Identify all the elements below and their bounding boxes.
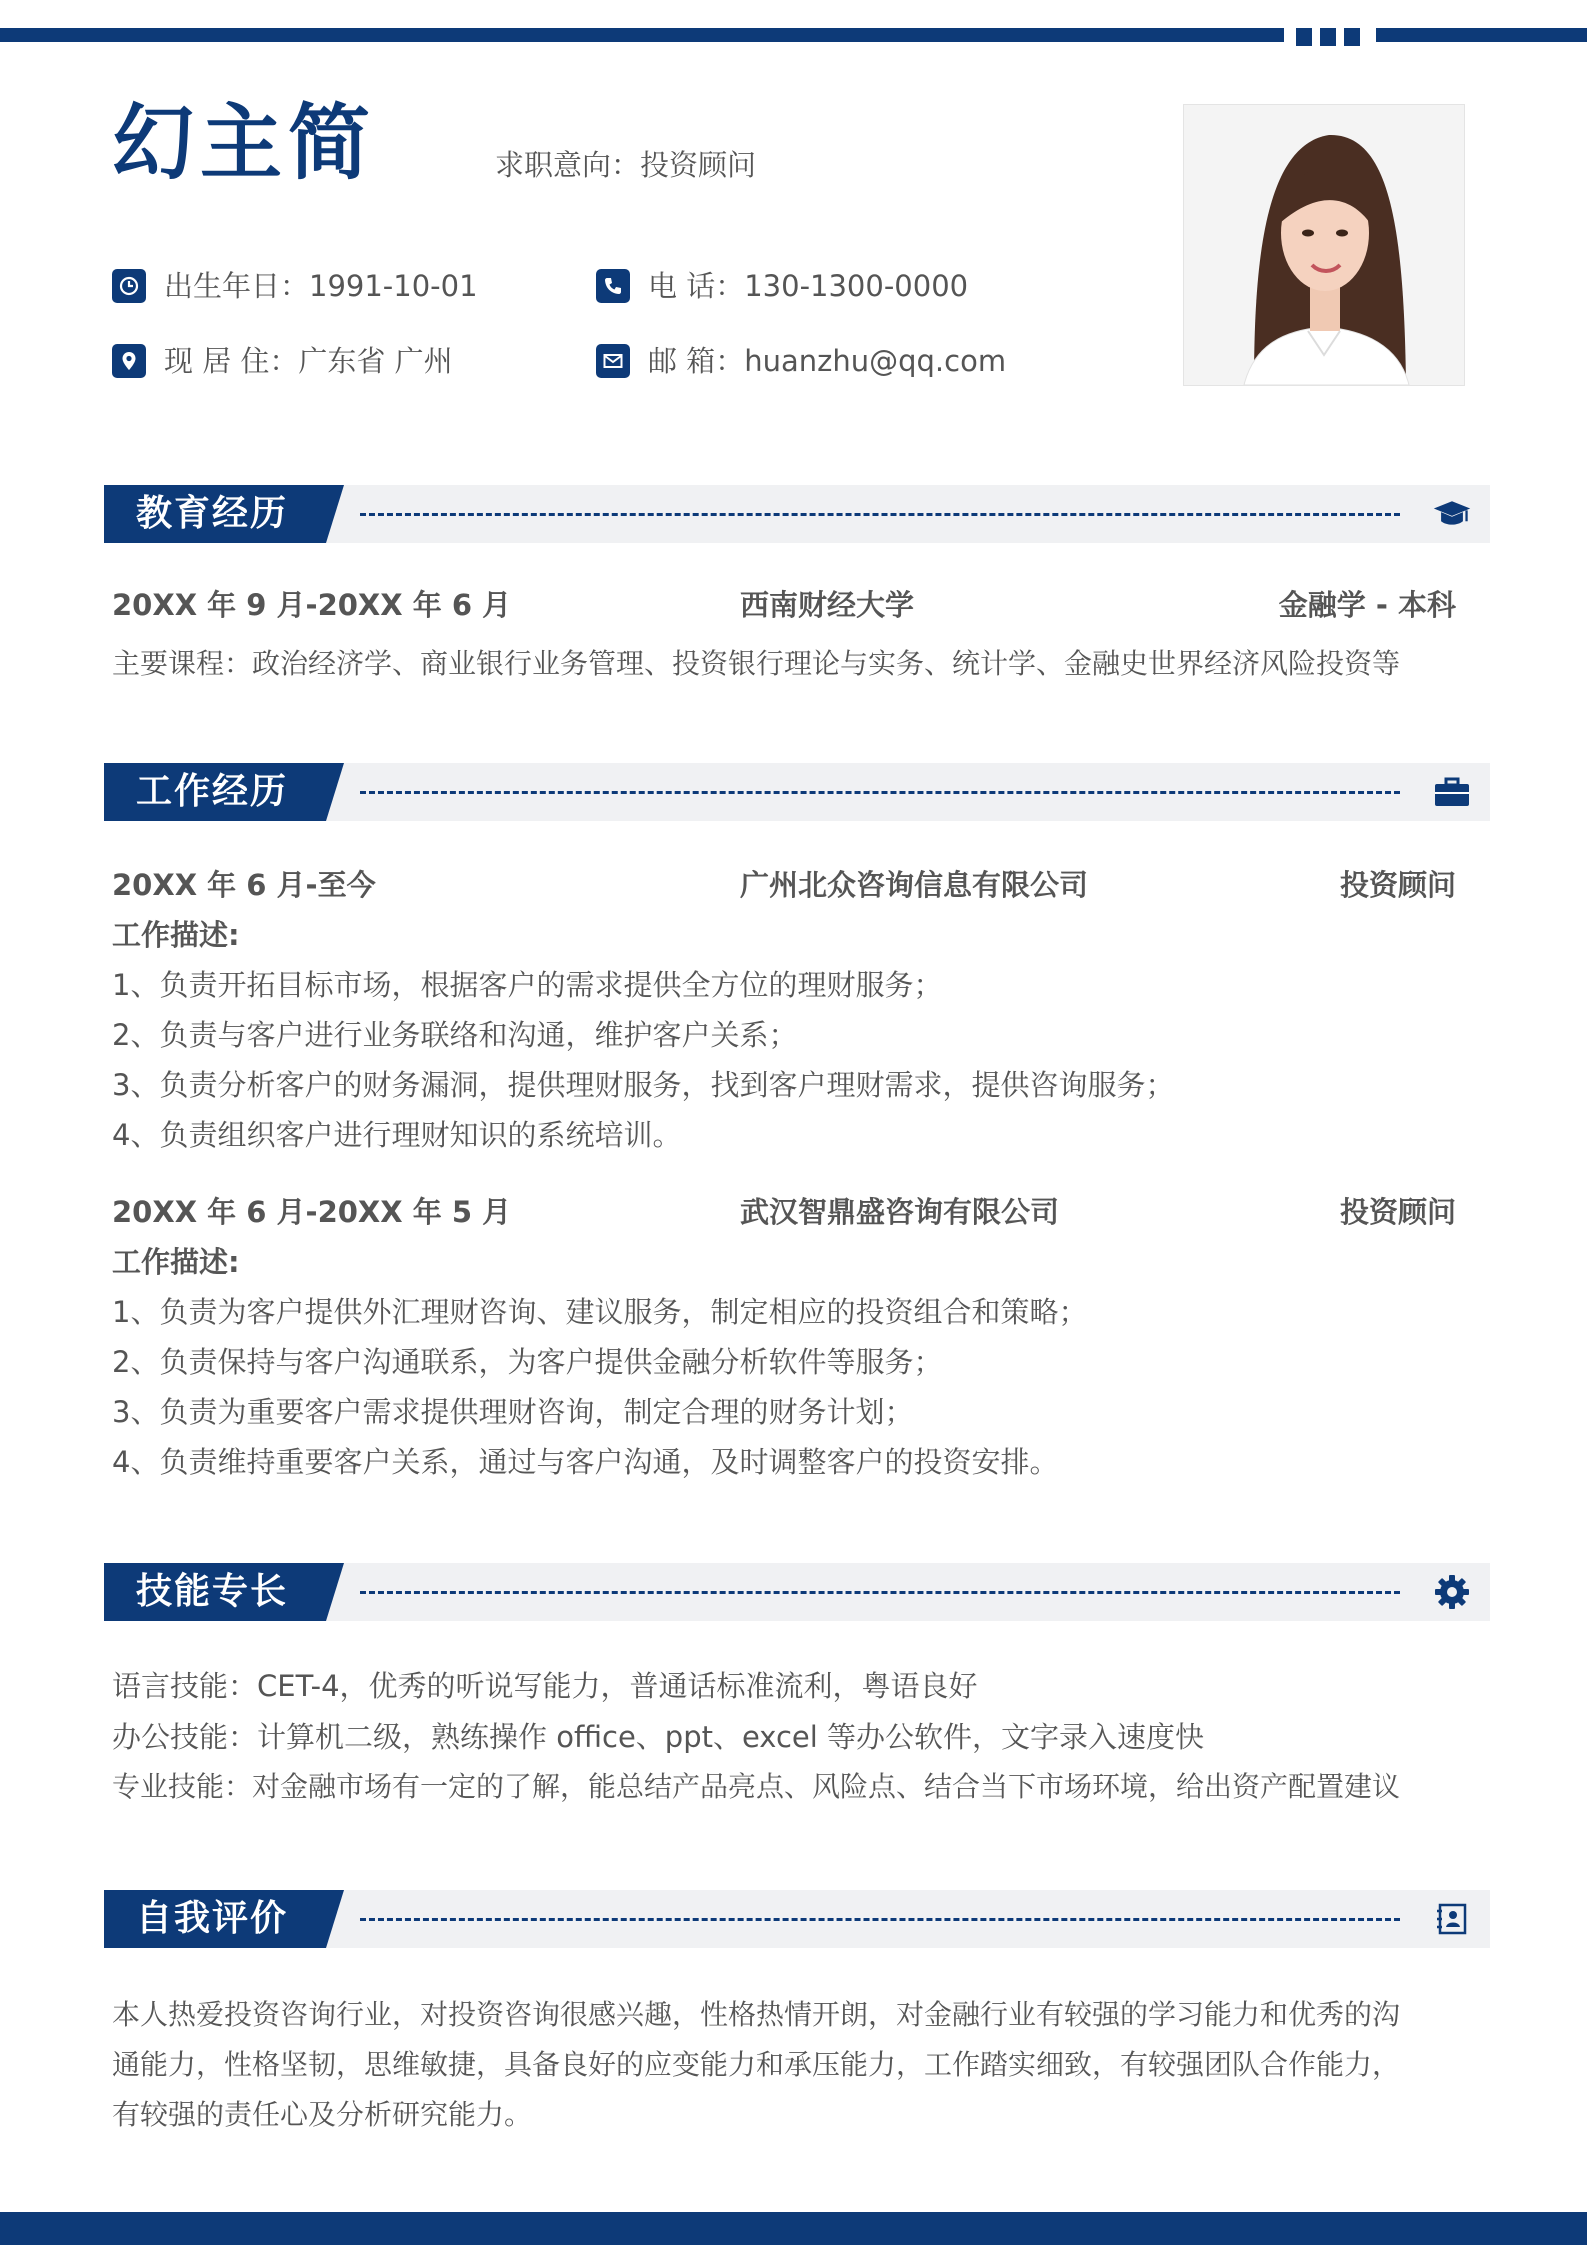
clock-icon [112, 269, 146, 303]
self-eval-line: 本人热爱投资咨询行业，对投资咨询很感兴趣，性格热情开朗，对金融行业有较强的学习能力和优秀的沟 [112, 1998, 1401, 2031]
dashed-divider [360, 513, 1400, 516]
section-title: 自我评价 [136, 1898, 289, 1939]
job-period: 20XX 年 6 月-至今 [112, 868, 376, 902]
contact-card-icon [1432, 1901, 1472, 1937]
top-accent-bar [0, 28, 1284, 42]
top-accent-square [1320, 28, 1336, 46]
education-courses: 主要课程：政治经济学、商业银行业务管理、投资银行理论与实务、统计学、金融史世界经济风险投资等 [112, 647, 1401, 680]
job-desc-item: 4、负责组织客户进行理财知识的系统培训。 [112, 1118, 682, 1152]
skill-item: 办公技能：计算机二级，熟练操作 office、ppt、excel 等办公软件，文字录入速度快 [112, 1720, 1205, 1754]
section-skills-header [104, 1563, 1490, 1621]
top-accent-bar-right [1376, 28, 1587, 42]
job-role: 投资顾问 [1339, 1195, 1456, 1229]
section-title: 工作经历 [136, 771, 289, 812]
birth-info [112, 267, 478, 305]
location-info [112, 342, 453, 380]
skill-item: 专业技能：对金融市场有一定的了解，能总结产品亮点、风险点、结合当下市场环境，给出资产配置建议 [112, 1770, 1401, 1803]
dashed-divider [360, 791, 1400, 794]
section-self-eval-header [104, 1890, 1490, 1948]
section-title: 技能专长 [136, 1571, 289, 1612]
self-eval-line: 通能力，性格坚韧，思维敏捷，具备良好的应变能力和承压能力，工作踏实细致，有较强团队合作能力， [112, 2048, 1401, 2081]
job-desc-item: 1、负责为客户提供外汇理财咨询、建议服务，制定相应的投资组合和策略； [112, 1295, 1088, 1329]
self-eval-line: 有较强的责任心及分析研究能力。 [112, 2098, 533, 2131]
location-icon [112, 344, 146, 378]
education-major: 金融学 - 本科 [1278, 588, 1456, 622]
education-school: 西南财经大学 [740, 588, 915, 622]
job-desc-label: 工作描述: [112, 1245, 240, 1279]
job-desc-item: 4、负责维持重要客户关系，通过与客户沟通，及时调整客户的投资安排。 [112, 1445, 1059, 1479]
skill-item: 语言技能：CET-4，优秀的听说写能力，普通话标准流利，粤语良好 [112, 1669, 978, 1703]
job-desc-label: 工作描述: [112, 918, 240, 952]
job-role: 投资顾问 [1339, 868, 1456, 902]
section-education-header [104, 485, 1490, 543]
section-title: 教育经历 [136, 493, 289, 534]
job-intent: 求职意向：投资顾问 [495, 148, 757, 182]
bottom-accent-bar [0, 2212, 1587, 2245]
job-desc-item: 3、负责为重要客户需求提供理财咨询，制定合理的财务计划； [112, 1395, 914, 1429]
section-work-header [104, 763, 1490, 821]
candidate-name: 幻主简 [112, 96, 377, 191]
dashed-divider [360, 1591, 1400, 1594]
job-company: 武汉智鼎盛咨询有限公司 [740, 1195, 1060, 1229]
top-accent-square [1296, 28, 1312, 46]
email-info [596, 342, 1006, 380]
profile-photo [1183, 104, 1465, 386]
job-company: 广州北众咨询信息有限公司 [740, 868, 1089, 902]
email-text: 邮 箱：huanzhu@qq.com [648, 344, 1007, 378]
briefcase-icon [1432, 774, 1472, 810]
gear-icon [1432, 1574, 1472, 1610]
job-desc-item: 3、负责分析客户的财务漏洞，提供理财服务，找到客户理财需求，提供咨询服务； [112, 1068, 1175, 1102]
job-desc-item: 2、负责保持与客户沟通联系，为客户提供金融分析软件等服务； [112, 1345, 943, 1379]
top-accent-square [1344, 28, 1360, 46]
graduation-cap-icon [1432, 496, 1472, 532]
phone-info [596, 267, 968, 305]
job-period: 20XX 年 6 月-20XX 年 5 月 [112, 1195, 512, 1229]
job-desc-item: 2、负责与客户进行业务联络和沟通，维护客户关系； [112, 1018, 798, 1052]
job-desc-item: 1、负责开拓目标市场，根据客户的需求提供全方位的理财服务； [112, 968, 943, 1002]
phone-text: 电 话：130-1300-0000 [648, 269, 969, 303]
phone-icon [596, 269, 630, 303]
mail-icon [596, 344, 630, 378]
education-period: 20XX 年 9 月-20XX 年 6 月 [112, 588, 512, 622]
birth-text: 出生年日：1991-10-01 [164, 269, 478, 303]
dashed-divider [360, 1918, 1400, 1921]
location-text: 现 居 住：广东省 广州 [164, 344, 453, 378]
